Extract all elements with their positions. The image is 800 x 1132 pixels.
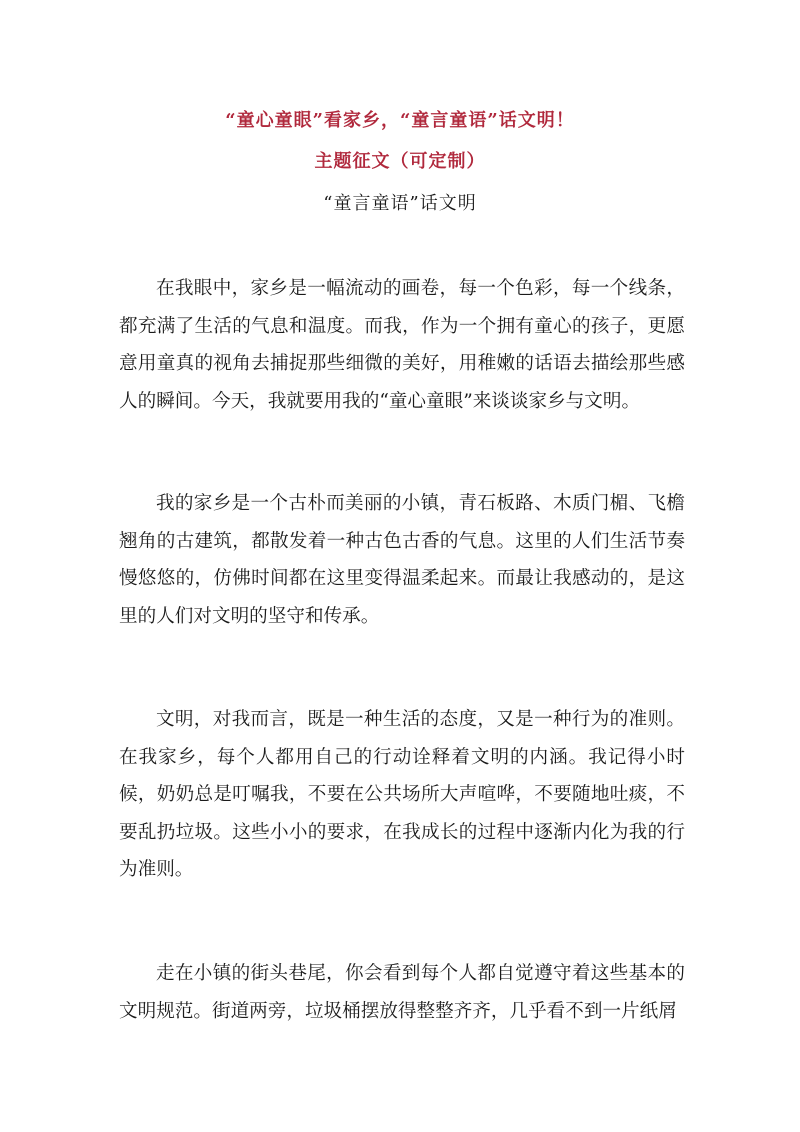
document-title: “童心童眼”看家乡，“童言童语”话文明！ — [225, 110, 575, 131]
paragraph: 在我眼中，家乡是一幅流动的画卷，每一个色彩，每一个线条，都充满了生活的气息和温度。而我，作为一个拥有童心的孩子，更愿意用童真的视角去捕捉那些细微的美好，用稚嫩的话语去描绘那些感人的瞬间。今天，我就要用我的“童心童眼”来谈谈家乡与文明。 — [119, 278, 685, 412]
paragraph: 我的家乡是一个古朴而美丽的小镇，青石板路、木质门楣、飞檐翘角的古建筑，都散发着一种古色古香的气息。这里的人们生活节奏慢悠悠的，仿佛时间都在这里变得温柔起来。而最让我感动的，是这里的人们对文明的坚守和传承。 — [119, 493, 685, 627]
essay-heading: “童言童语”话文明 — [323, 193, 477, 214]
paragraph: 文明，对我而言，既是一种生活的态度，又是一种行为的准则。在我家乡，每个人都用自己的行动诠释着文明的内涵。我记得小时候，奶奶总是叮嘱我，不要在公共场所大声喧哗，不要随地吐痰，不要乱扔垃圾。这些小小的要求，在我成长的过程中逐渐内化为我的行为准则。 — [119, 709, 685, 880]
paragraph: 走在小镇的街头巷尾，你会看到每个人都自觉遵守着这些基本的文明规范。街道两旁，垃圾桶摆放得整整齐齐，几乎看不到一片纸屑 — [119, 963, 685, 1022]
document-subtitle: 主题征文（可定制） — [314, 151, 486, 172]
